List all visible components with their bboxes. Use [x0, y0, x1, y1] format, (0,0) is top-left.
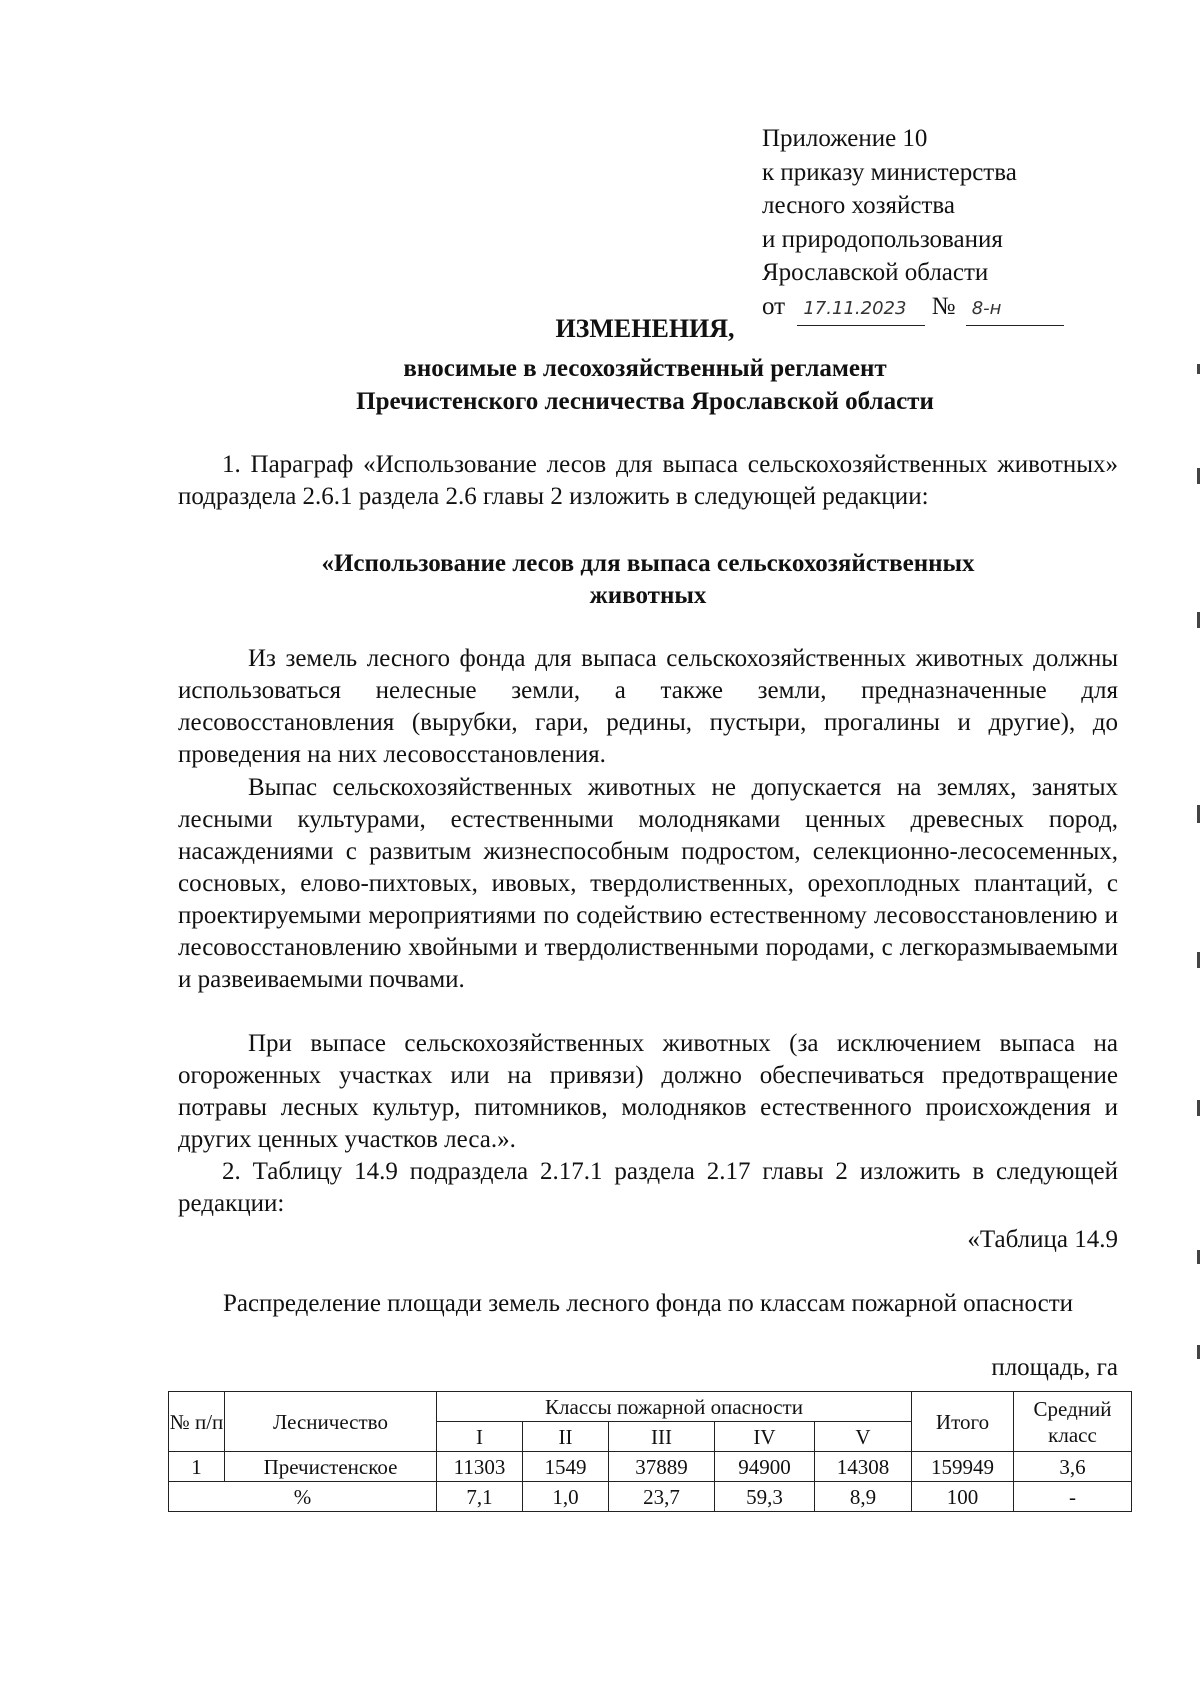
table-row — [169, 1452, 1132, 1482]
appendix-line-2: к приказу министерства — [762, 158, 1017, 186]
cell-class-1: 11303 — [437, 1452, 523, 1482]
header-class-3: III — [609, 1422, 715, 1452]
cell-class-2: 1549 — [523, 1452, 609, 1482]
section-1-paragraph-3: При выпасе сельскохозяйственных животных (за исключением выпаса на огороженных участках или на привязи) должно обеспечиваться предотвращение потравы лесных культур, питомников, молодняков естественного происхождения и других ценных участков леса.». — [178, 1030, 1118, 1153]
header-class-2: II — [523, 1422, 609, 1452]
section-2-intro: 2. Таблицу 14.9 подраздела 2.17.1 раздела 2.17 главы 2 изложить в следующей редакции: — [178, 1158, 1118, 1217]
header-average-class: Средний класс — [1014, 1392, 1132, 1452]
cell-percent-label: % — [169, 1482, 437, 1512]
section-1-heading-line-2: животных — [589, 582, 707, 609]
section-1-paragraph-2: Выпас сельскохозяйственных животных не допускается на землях, занятых лесными культурами, естественными молодняками ценных древесных пород, насаждениями с развитым жизнеспособным подростом, селекционно-лесосеменных, сосновых, елово-пихтовых, ивовых, твердолиственных, орехоплодных плантаций, с проектируемыми мероприятиями по содействию естественному лесовосстановлению и лесовосстановлению хвойными и твердолиственными породами, с легкоразмываемыми и развеиваемыми почвами. — [178, 774, 1118, 993]
cell-class-5-percent: 8,9 — [815, 1482, 912, 1512]
cell-class-2-percent: 1,0 — [523, 1482, 609, 1512]
table-label: «Таблица 14.9 — [967, 1226, 1118, 1253]
cell-class-4-percent: 59,3 — [715, 1482, 815, 1512]
cell-average-class: 3,6 — [1014, 1452, 1132, 1482]
appendix-line-4: и природопользования — [762, 225, 1003, 253]
table-caption: Распределение площади земель лесного фонда по классам пожарной опасности — [222, 1290, 1074, 1317]
header-class-1: I — [437, 1422, 523, 1452]
section-1-heading-line-1: «Использование лесов для выпаса сельскохозяйственных — [321, 550, 975, 577]
document-title: ИЗМЕНЕНИЯ, — [555, 314, 735, 343]
document-subtitle-line-2: Пречистенского лесничества Ярославской области — [356, 388, 934, 415]
cell-class-4: 94900 — [715, 1452, 815, 1482]
cell-class-5: 14308 — [815, 1452, 912, 1482]
cell-class-3: 37889 — [609, 1452, 715, 1482]
section-1-intro: 1. Параграф «Использование лесов для выпаса сельскохозяйственных животных» подраздела 2.6.1 раздела 2.6 главы 2 изложить в следующей редакции: — [178, 451, 1118, 510]
document-subtitle-line-1: вносимые в лесохозяйственный регламент — [403, 355, 887, 382]
fire-danger-table — [168, 1391, 1132, 1512]
cell-forestry-name: Пречистенское — [225, 1452, 437, 1482]
cell-total: 159949 — [912, 1452, 1014, 1482]
header-num: № п/п — [169, 1392, 225, 1452]
handwritten-number: 8-н — [966, 292, 1064, 327]
cell-num: 1 — [169, 1452, 225, 1482]
appendix-line-3: лесного хозяйства — [762, 192, 955, 219]
table-unit: площадь, га — [991, 1354, 1118, 1381]
cell-total-percent: 100 — [912, 1482, 1014, 1512]
table-header-row-1 — [169, 1392, 1132, 1422]
section-1-paragraph-1: Из земель лесного фонда для выпаса сельскохозяйственных животных должны использоваться нелесные земли, а также земли, предназначенные для лесовосстановления (вырубки, гари, редины, пустыри, прогалины и другие), до проведения на них лесовосстановления. — [178, 645, 1118, 768]
cell-class-3-percent: 23,7 — [609, 1482, 715, 1512]
handwritten-date: 17.11.2023 — [797, 292, 925, 327]
header-classes: Классы пожарной опасности — [437, 1392, 912, 1422]
cell-average-class-percent: - — [1014, 1482, 1132, 1512]
appendix-block — [762, 122, 1064, 326]
table-row — [169, 1482, 1132, 1512]
cell-class-1-percent: 7,1 — [437, 1482, 523, 1512]
header-forestry: Лесничество — [225, 1392, 437, 1452]
header-class-4: IV — [715, 1422, 815, 1452]
appendix-line-1: Приложение 10 — [762, 125, 928, 152]
from-label: от — [762, 292, 786, 320]
appendix-line-5: Ярославской области — [762, 259, 989, 286]
number-label: № — [931, 292, 956, 320]
header-total: Итого — [912, 1392, 1014, 1452]
header-class-5: V — [815, 1422, 912, 1452]
